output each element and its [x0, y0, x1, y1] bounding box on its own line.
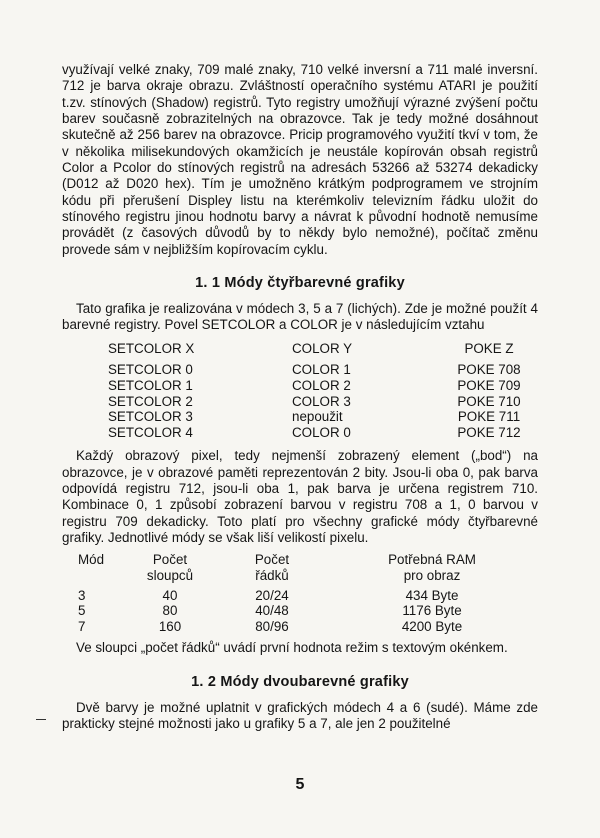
mode-header-columns: Počet	[152, 552, 188, 568]
section-heading-four-color: 1. 1 Módy čtyřbarevné grafiky	[195, 275, 405, 292]
mode-header-ram-2: pro obraz	[403, 568, 461, 584]
mode-cell: 40/48	[255, 603, 289, 619]
register-cell: POKE 712	[457, 424, 521, 440]
paragraph-row-note-text: Ve sloupci „počet řádků“ uvádí první hodnota režim s textovým okénkem.	[76, 640, 508, 656]
mode-table-header-2	[78, 568, 520, 584]
paragraph-two-color-text: Dvě barvy je možné uplatnit v grafických módech 4 a 6 (sudé). Máme zde prakticky stejné možnosti jako u grafiky 5 a 7, ale jen 2 použitelné	[62, 699, 538, 732]
register-cell: SETCOLOR 4	[108, 424, 193, 440]
mode-header-blank	[78, 568, 120, 584]
mode-cell: 80	[162, 603, 178, 619]
table-row	[108, 394, 536, 410]
register-cell: SETCOLOR 0	[108, 362, 193, 378]
mode-cell: 434 Byte	[405, 587, 459, 603]
mode-cell: 3	[78, 587, 86, 603]
mode-header-rows-2: řádků	[255, 568, 289, 584]
mode-cell: 5	[78, 603, 86, 619]
register-cell: COLOR 0	[292, 424, 351, 440]
mode-cell: 4200 Byte	[401, 618, 463, 634]
register-cell: SETCOLOR 1	[108, 378, 193, 393]
register-table-header	[108, 341, 536, 363]
section-heading-two-color: 1. 2 Módy dvoubarevné grafiky	[191, 673, 409, 690]
mode-header-mode: Mód	[78, 552, 105, 568]
paragraph-pixel-bits-text: Každý obrazový pixel, tedy nejmenší zobrazený element („bod“) na obrazovce, je v obrazové paměti reprezentován 2 bity. Jsou-li oba 0, pak barva odpovídá registru 712, jsou-li oba 1, pak barva je určena registrem 710. Kombinace 0, 1 způsobí zobrazení barvou v registru 708 a 1, 0 barvou v registru 709 dekadicky. Toto platí pro všechny grafické módy čtyřbarevné grafiky. Jednotlivé módy se však liší velikostí pixelu.	[62, 448, 538, 546]
register-cell: COLOR 1	[292, 362, 351, 378]
register-cell: SETCOLOR 2	[108, 393, 193, 409]
mode-cell: 1176 Byte	[402, 603, 462, 619]
page-body	[62, 62, 538, 732]
paragraph-four-color-intro	[62, 301, 538, 334]
table-row	[108, 362, 536, 378]
mode-cell: 40	[162, 587, 178, 603]
register-header-setcolor: SETCOLOR X	[108, 340, 195, 356]
mode-cell: 160	[158, 618, 182, 634]
paragraph-pixel-bits	[62, 448, 538, 546]
register-cell: POKE 708	[457, 362, 521, 378]
mode-header-columns-2: sloupců	[146, 568, 194, 584]
register-cell: POKE 711	[457, 409, 521, 425]
register-header-poke: POKE Z	[464, 340, 514, 356]
table-row	[78, 603, 520, 619]
mode-cell: 7	[78, 618, 86, 634]
mode-table-header	[78, 552, 520, 568]
table-row	[78, 588, 520, 604]
table-row	[108, 409, 536, 425]
table-row	[108, 425, 536, 441]
register-cell: POKE 709	[457, 378, 521, 393]
page-number: 5	[295, 776, 305, 793]
mode-table	[78, 552, 520, 634]
margin-mark	[36, 719, 46, 720]
paragraph-two-color	[62, 700, 538, 733]
mode-cell: 20/24	[255, 587, 289, 603]
paragraph-intro: využívají velké znaky, 709 malé znaky, 710 velké inversní a 711 malé inversní. 712 je barva okraje obrazu. Zvláštností operačního systému ATARI je použití t.zv. stínových (Shadow) registrů. Tyto registry umožňují výrazné zvýšení počtu barev současně zobrazitelných na obrazovce. Tak je tedy možné dosáhnout skutečně až 256 barev na obrazovce. Pricip programového využití tkví v tom, že v několika milisekundových okamžicích je neustále kopírován obsah registrů Color a Pcolor do stínových registrů na adresách 53266 až 53274 dekadicky (D012 až D020 hex). Tím je umožněno krátkým podprogramem ve strojním kódu při přerušení Displey listu na kterémkoliv televizním řádku uložit do stínového registru jinou hodnotu barvy a návrat k původní hodnotě nemusíme provádět (z časových důvodů by to někdy bylo nemožné), počítač změnu provede sám v nejbližším kopírovacím cyklu.	[62, 62, 538, 257]
register-cell: COLOR 3	[292, 393, 351, 409]
table-row	[78, 619, 520, 635]
register-cell: COLOR 2	[292, 378, 351, 393]
mode-header-ram: Potřebná RAM	[388, 552, 476, 568]
register-header-color: COLOR Y	[292, 340, 353, 356]
register-table	[108, 341, 536, 441]
mode-cell: 80/96	[255, 618, 289, 634]
register-cell: SETCOLOR 3	[108, 409, 193, 425]
mode-header-rows: Počet	[254, 552, 290, 568]
table-row	[108, 378, 536, 394]
paragraph-four-color-text: Tato grafika je realizována v módech 3, 5 a 7 (lichých). Zde je možné použít 4 barevné registry. Povel SETCOLOR a COLOR je v následujícím vztahu	[62, 301, 538, 333]
paragraph-row-note	[62, 640, 538, 656]
register-cell: POKE 710	[457, 393, 521, 409]
register-cell: nepoužit	[292, 409, 343, 425]
